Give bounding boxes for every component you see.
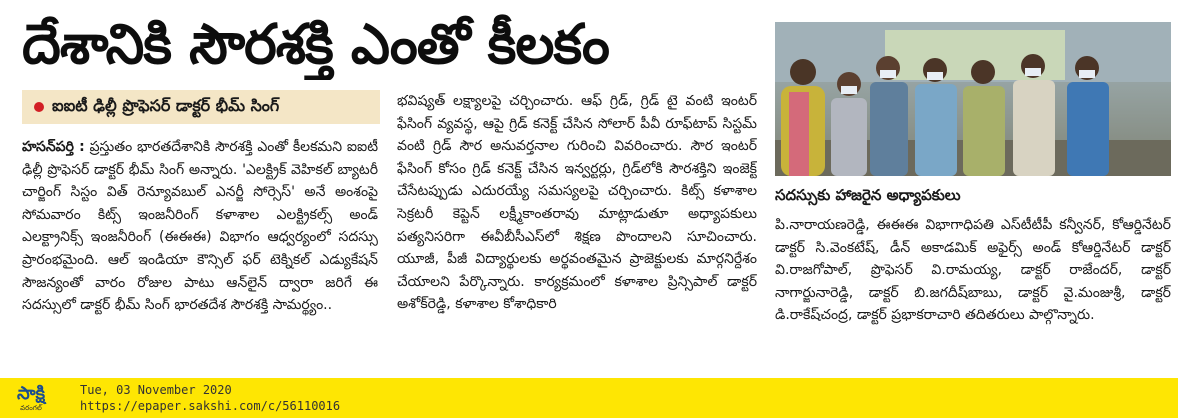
- source-url-link[interactable]: https://epaper.sakshi.com/c/56110016: [80, 399, 341, 413]
- publication-date: Tue, 03 November 2020: [80, 383, 232, 397]
- people-group-image: [775, 22, 1171, 176]
- dateline: హసన్‌పర్తి :: [22, 139, 85, 155]
- article-column-right: [775, 214, 1171, 362]
- column-left-text: ప్రస్తుతం భారతదేశానికి సౌరశక్తి ఎంతో కీలకమని ఐఐటీ ఢిల్లీ ప్రొఫెసర్ డాక్టర్ భీమ్ సింగ్ అన్నారు. 'ఎలక్ట్రిక్ వెహికల్ బ్యాటరీ చార్జింగ్ సిస్టం విత్ రెన్యూవబుల్ ఎనర్జీ సోర్సెస్' అనే అంశంపై సోమవారం కిట్స్ ఇంజనీరింగ్ కళాశాల ఎలక్ట్రికల్స్ అండ్ ఎలక్ట్రానిక్స్ ఇంజనీరింగ్ (ఈఈఈ) విభాగం ఆధ్వర్యంలో సదస్సు ప్రారంభమైంది. ఆల్ ఇండియా కౌన్సిల్ ఫర్ టెక్నికల్ ఎడ్యుకేషన్ సౌజన్యంతో వారం రోజుల పాటు ఆన్‌లైన్ ద్వారా జరిగే ఈ సదస్సులో డాక్టర్ భీమ్ సింగ్ భారతదేశ సౌరశక్తి సామర్థ్యం..: [22, 139, 378, 314]
- column-right-text: పి.నారాయణరెడ్డి, ఈఈఈ విభాగాధిపతి ఎస్‌టీటీపీ కన్వీనర్, కోఆర్డినేటర్ డాక్టర్ సి.వెంకటేష్, డీన్ అకాడమిక్ అఫైర్స్ అండ్ కోఆర్డినేటర్ డాక్టర్ వి.రాజగోపాల్, ప్రొఫెసర్ వి.రామయ్య, డాక్టర్ రాజేందర్, డాక్టర్ నాగార్జునారెడ్డి, డాక్టర్ బి.జగదీష్‌బాబు, డాక్టర్ వై.మంజుశ్రీ, డాక్టర్ డి.రాకేష్‌చంద్ర, డాక్టర్ ప్రభాకరాచారి తదితరులు పాల్గొన్నారు.: [775, 217, 1171, 324]
- footer-bar: [0, 378, 1178, 418]
- sakshi-logo[interactable]: [6, 380, 56, 416]
- photo-caption: సదస్సుకు హాజరైన అధ్యాపకులు: [775, 186, 961, 204]
- footer-meta: [80, 382, 340, 414]
- news-photo: [775, 22, 1171, 176]
- logo-subtext: వరంగల్: [20, 403, 42, 412]
- headline: దేశానికి సౌరశక్తి ఎంతో కీలకం: [22, 12, 609, 76]
- subhead-text: ఐఐటీ ఢిల్లీ ప్రొఫెసర్ డాక్టర్ భీమ్ సింగ్: [52, 95, 280, 115]
- logo-text: సాక్షి: [17, 382, 45, 404]
- column-middle-text: భవిష్యత్ లక్ష్యాలపై చర్చించారు. ఆఫ్ గ్రిడ్, గ్రిడ్ టై వంటి ఇంటర్ ఫేసింగ్ వ్యవస్థ, ఆపై గ్రిడ్ కనెక్ట్ చేసిన సోలార్ పీవీ రూఫ్‌టాప్ సిస్టమ్ వంటి గ్రిడ్ సౌర అనువర్తనాల గురించి వివరించారు. సౌర ఇంటర్ ఫేసింగ్ కోసం గ్రిడ్ కనెక్ట్ చేసిన ఇన్వర్టర్లు, గ్రిడ్‌లోకి సౌరశక్తిని ఇంజెక్ట్ చేసేటప్పుడు ఎదురయ్యే సమస్యలపై చర్చించారు. కిట్స్ కళాశాల సెక్రటరీ కెప్టెన్ లక్ష్మీకాంతరావు మాట్లాడుతూ అధ్యాపకులు పత్యనిసరిగా ఈవీబీసీఎస్‌లో శిక్షణ పొందాలని సూచించారు. యూజీ, పీజీ విద్యార్థులకు అర్థవంతమైన ప్రాజెక్టులకు మార్గనిర్దేశం చేయాలని పేర్కొన్నారు. కార్యక్రమంలో కళాశాల ప్రిన్సిపాల్ డాక్టర్ అశోక్‌రెడ్డి, కళాశాల కోశాధికారి: [397, 93, 757, 313]
- article-column-middle: [397, 90, 757, 362]
- article-column-left: [22, 136, 378, 362]
- bullet-icon: [34, 102, 44, 112]
- subhead: [22, 90, 380, 124]
